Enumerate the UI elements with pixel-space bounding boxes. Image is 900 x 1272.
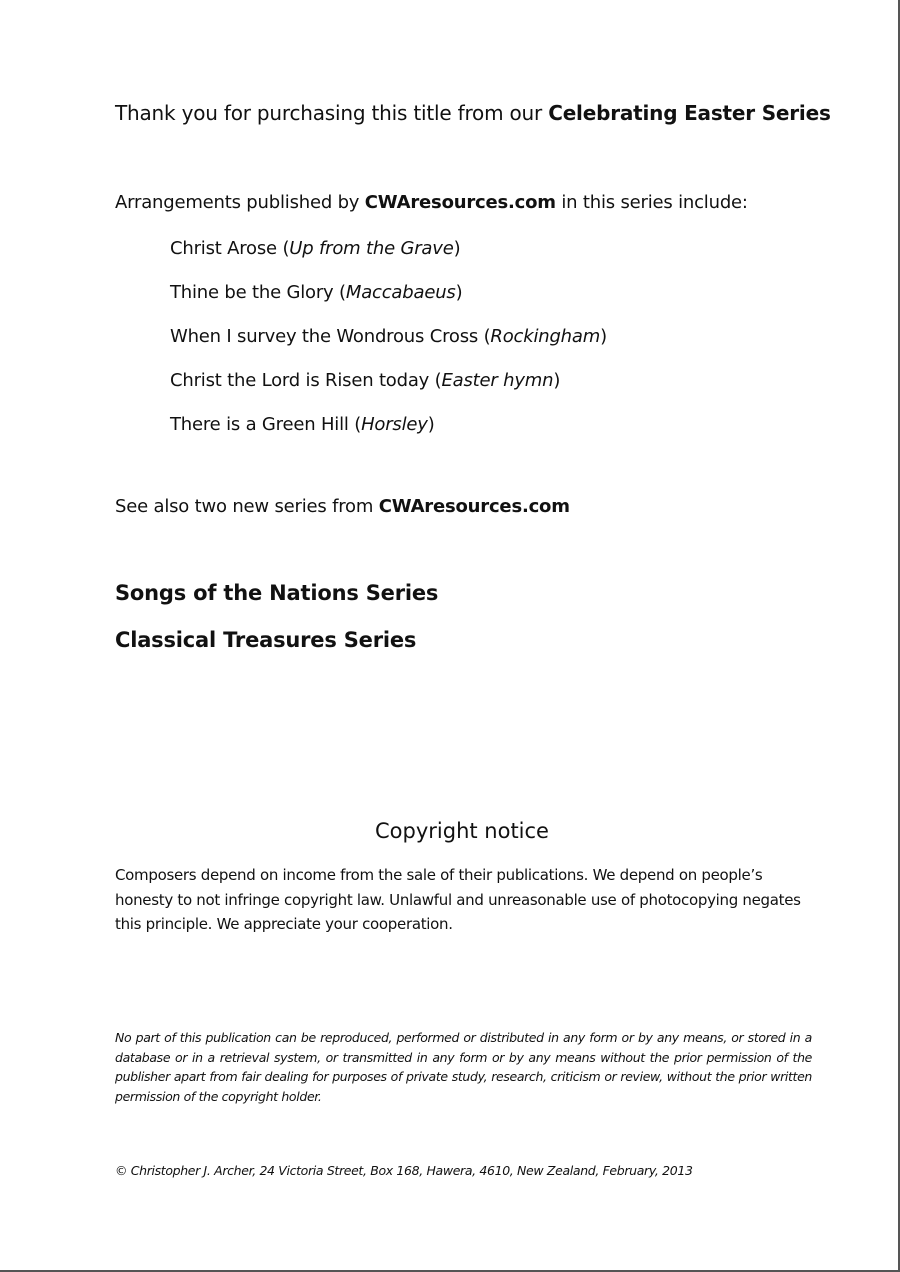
tune-name: Maccabaeus [345, 282, 456, 303]
thanks-text: Thank you for purchasing this title from our [115, 101, 549, 125]
thanks-line [115, 101, 831, 125]
arrangement-list [170, 236, 607, 456]
copyright-address: © Christopher J. Archer, 24 Victoria Street, Box 168, Hawera, 4610, New Zealand, February, 2013 [115, 1163, 693, 1178]
copyright-title: Copyright notice [375, 819, 549, 843]
publisher-name: CWAresources.com [378, 496, 570, 517]
arrangement-title: When I survey the Wondrous Cross [170, 326, 479, 347]
series-heading-classical-treasures: Classical Treasures Series [115, 628, 417, 652]
see-also-line [115, 496, 570, 517]
arrangement-title: Thine be the Glory [170, 282, 334, 303]
tune-name: Rockingham [490, 326, 601, 347]
series-heading-songs-of-the-nations: Songs of the Nations Series [115, 581, 439, 605]
list-item: Christ the Lord is Risen today (Easter hymn) [170, 370, 561, 391]
series-name: Celebrating Easter Series [548, 101, 831, 125]
see-also-prefix: See also two new series from [115, 496, 379, 517]
tune-name: Up from the Grave [289, 238, 454, 259]
arrangements-intro [115, 192, 748, 213]
arrangements-prefix: Arrangements published by [115, 192, 365, 213]
publisher-name: CWAresources.com [364, 192, 556, 213]
list-item: There is a Green Hill (Horsley) [170, 414, 435, 435]
arrangement-title: There is a Green Hill [170, 414, 349, 435]
arrangement-title: Christ the Lord is Risen today [170, 370, 430, 391]
list-item: When I survey the Wondrous Cross (Rockingham) [170, 326, 607, 347]
list-item: Thine be the Glory (Maccabaeus) [170, 282, 463, 303]
arrangements-suffix: in this series include: [555, 192, 748, 213]
copyright-body: Composers depend on income from the sale of their publications. We depend on people’s honesty to not infringe copyright law. Unlawful and unreasonable use of photocopying negates this principle. We appreciate your cooperation. [115, 866, 801, 933]
list-item: Christ Arose (Up from the Grave) [170, 238, 461, 259]
tune-name: Horsley [361, 414, 428, 435]
tune-name: Easter hymn [441, 370, 554, 391]
arrangement-title: Christ Arose [170, 238, 277, 259]
legal-notice: No part of this publication can be reproduced, performed or distributed in any form or by any means, or stored in a database or in a retrieval system, or transmitted in any form or by any means without the prior permission of the publisher apart from fair dealing for purposes of private study, research, criticism or review, without the prior written permission of the copyright holder. [115, 1030, 812, 1104]
